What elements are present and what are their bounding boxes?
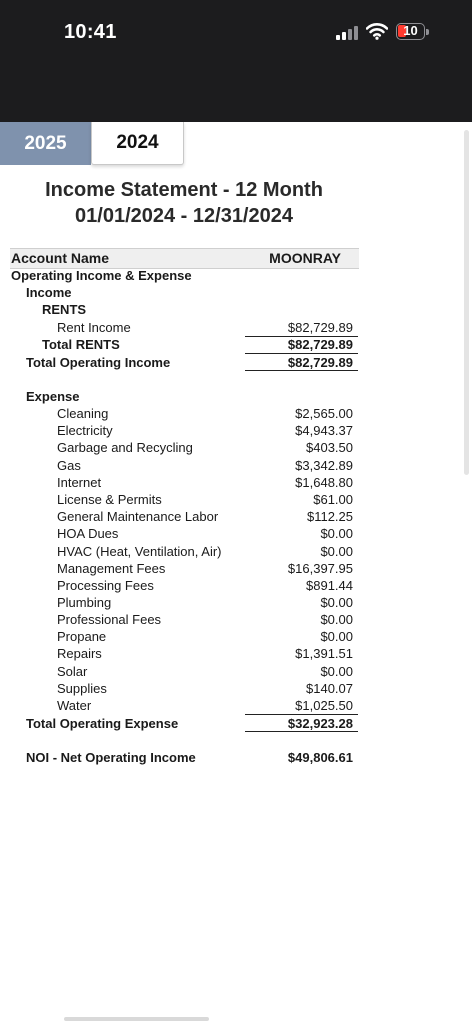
expense-row-value: $1,025.50: [295, 698, 353, 713]
tab-2025[interactable]: 2025: [0, 122, 91, 165]
tab-2024[interactable]: 2024: [91, 122, 184, 165]
expense-row-value: $3,342.89: [295, 458, 353, 473]
expense-row-label: HOA Dues: [57, 526, 119, 541]
expense-row-label: Water: [57, 698, 92, 713]
expense-row-label: General Maintenance Labor: [57, 509, 219, 524]
expense-row-label: Propane: [57, 629, 107, 644]
rent-income-label: Rent Income: [57, 320, 131, 335]
expense-row-label: Gas: [57, 458, 81, 473]
divider: [245, 353, 358, 354]
divider: [245, 370, 358, 371]
total-operating-income-value: $82,729.89: [287, 355, 353, 370]
total-rents-value: $82,729.89: [287, 337, 353, 352]
column-property: MOONRAY: [269, 250, 341, 266]
total-operating-expense-value: $32,923.28: [287, 716, 353, 731]
clock: 10:41: [64, 21, 117, 43]
battery-level: 10: [403, 23, 418, 38]
total-operating-expense-label: Total Operating Expense: [26, 716, 179, 731]
expense-row-label: License & Permits: [57, 492, 162, 507]
status-bar: [0, 0, 472, 122]
expense-row-value: $0.00: [320, 544, 353, 559]
expense-row-label: Management Fees: [57, 561, 166, 576]
expense-row-label: Processing Fees: [57, 578, 154, 593]
expense-row-label: Internet: [57, 475, 102, 490]
expense-row-label: Plumbing: [57, 595, 112, 610]
expense-row-value: $2,565.00: [295, 406, 353, 421]
expense-row-value: $0.00: [320, 664, 353, 679]
rent-income-value: $82,729.89: [287, 320, 353, 335]
expense-row-value: $4,943.37: [295, 423, 353, 438]
expense-row-value: $1,648.80: [295, 475, 353, 490]
expense-heading: Expense: [26, 389, 80, 404]
divider: [245, 731, 358, 732]
total-rents-label: Total RENTS: [42, 337, 120, 352]
expense-row-label: HVAC (Heat, Ventilation, Air): [57, 544, 222, 559]
expense-row-value: $1,391.51: [295, 646, 353, 661]
expense-row-label: Supplies: [57, 681, 107, 696]
section-operating: Operating Income & Expense: [11, 268, 192, 283]
expense-row-value: $403.50: [306, 440, 353, 455]
expense-row-value: $16,397.95: [287, 561, 353, 576]
expense-row-label: Garbage and Recycling: [57, 440, 193, 455]
expense-row-label: Cleaning: [57, 406, 109, 421]
rents-heading: RENTS: [42, 302, 87, 317]
expense-row-value: $0.00: [320, 526, 353, 541]
total-operating-income-label: Total Operating Income: [26, 355, 171, 370]
expense-row-value: $0.00: [320, 612, 353, 627]
divider: [245, 714, 358, 715]
expense-row-value: $891.44: [306, 578, 353, 593]
report-title: Income Statement - 12 Month: [45, 179, 323, 201]
report-period: 01/01/2024 - 12/31/2024: [75, 205, 293, 227]
cellular-signal-icon: [336, 26, 360, 40]
income-heading: Income: [26, 285, 72, 300]
expense-row-label: Electricity: [57, 423, 113, 438]
expense-row-label: Solar: [57, 664, 88, 679]
noi-value: $49,806.61: [287, 750, 353, 765]
expense-row-value: $140.07: [306, 681, 353, 696]
expense-row-value: $112.25: [306, 509, 353, 524]
expense-row-value: $0.00: [320, 595, 353, 610]
expense-row-value: $61.00: [313, 492, 353, 507]
scrollbar[interactable]: [464, 130, 469, 475]
expense-row-label: Repairs: [57, 646, 102, 661]
column-account-name: Account Name: [11, 250, 110, 266]
noi-label: NOI - Net Operating Income: [26, 750, 196, 765]
home-indicator[interactable]: [64, 1017, 209, 1021]
expense-row-value: $0.00: [320, 629, 353, 644]
wifi-icon: [366, 22, 388, 40]
expense-row-label: Professional Fees: [57, 612, 162, 627]
battery-icon: [396, 23, 425, 40]
table-header: [10, 248, 359, 269]
